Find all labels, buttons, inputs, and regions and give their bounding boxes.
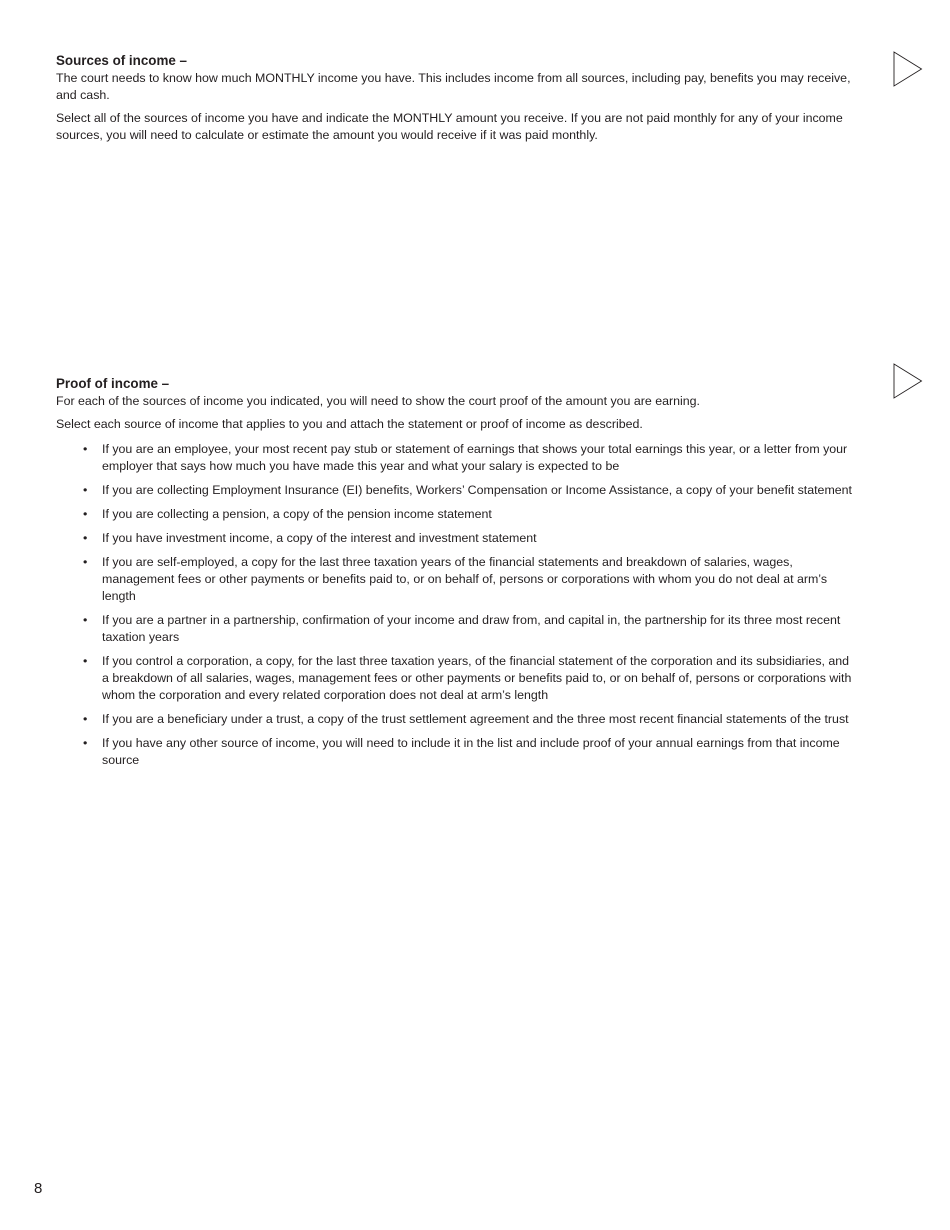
list-item <box>83 506 856 523</box>
bullet-icon: • <box>83 654 88 668</box>
proof-of-income-section <box>56 375 856 776</box>
list-item-text: If you are a beneficiary under a trust, a copy of the trust settlement agreement and the three most recent financial statements of the trust <box>102 712 849 726</box>
list-item <box>83 653 856 704</box>
bullet-icon: • <box>83 483 88 497</box>
bullet-icon: • <box>83 507 88 521</box>
list-item <box>83 441 856 475</box>
list-item-text: If you have investment income, a copy of the interest and investment statement <box>102 531 537 545</box>
sources-paragraph-1: The court needs to know how much MONTHLY income you have. This includes income from all sources, including pay, benefits you may receive, and cash. <box>56 71 851 102</box>
play-arrow-outline-icon <box>893 363 923 399</box>
proof-paragraph-1: For each of the sources of income you indicated, you will need to show the court proof of the amount you are earning. <box>56 394 700 408</box>
play-arrow-outline-icon <box>893 51 923 87</box>
bullet-icon: • <box>83 531 88 545</box>
list-item <box>83 530 856 547</box>
bullet-icon: • <box>83 442 88 456</box>
bullet-icon: • <box>83 712 88 726</box>
list-item <box>83 735 856 769</box>
sources-of-income-section <box>56 52 856 150</box>
list-item <box>83 554 856 605</box>
proof-heading: Proof of income – <box>56 376 170 391</box>
list-item-text: If you are a partner in a partnership, confirmation of your income and draw from, and capital in, the partnership for its three most recent taxation years <box>102 613 841 644</box>
sources-heading: Sources of income – <box>56 53 187 68</box>
bullet-icon: • <box>83 736 88 750</box>
sources-paragraph-2: Select all of the sources of income you have and indicate the MONTHLY amount you receive. If you are not paid monthly for any of your income sources, you will need to calculate or estimate the amount you would receive if it was paid monthly. <box>56 111 843 142</box>
list-item-text: If you are collecting a pension, a copy of the pension income statement <box>102 507 492 521</box>
bullet-icon: • <box>83 555 88 569</box>
list-item-text: If you are an employee, your most recent pay stub or statement of earnings that shows your total earnings this year, or a letter from your employer that says how much you have made this year and what your salary is expected to be <box>102 442 848 473</box>
list-item <box>83 482 856 499</box>
bullet-icon: • <box>83 613 88 627</box>
list-item <box>83 612 856 646</box>
list-item-text: If you have any other source of income, you will need to include it in the list and include proof of your annual earnings from that income source <box>102 736 840 767</box>
proof-paragraph-2: Select each source of income that applies to you and attach the statement or proof of income as described. <box>56 417 643 431</box>
list-item-text: If you control a corporation, a copy, for the last three taxation years, of the financial statement of the corporation and its subsidiaries, and a breakdown of all salaries, wages, management fees or other payments or benefits paid to, or on behalf of, persons or corporations with whom the corporation and every related corporation does not deal at arm’s length <box>102 654 852 702</box>
page-number: 8 <box>34 1180 43 1197</box>
list-item-text: If you are collecting Employment Insurance (EI) benefits, Workers’ Compensation or Income Assistance, a copy of your benefit statement <box>102 483 852 497</box>
list-item-text: If you are self-employed, a copy for the last three taxation years of the financial statements and breakdown of salaries, wages, management fees or other payments or benefits paid to, or on behalf of, persons or corporations with whom you do not deal at arm’s length <box>102 555 828 603</box>
list-item <box>83 711 856 728</box>
proof-list <box>56 441 856 769</box>
